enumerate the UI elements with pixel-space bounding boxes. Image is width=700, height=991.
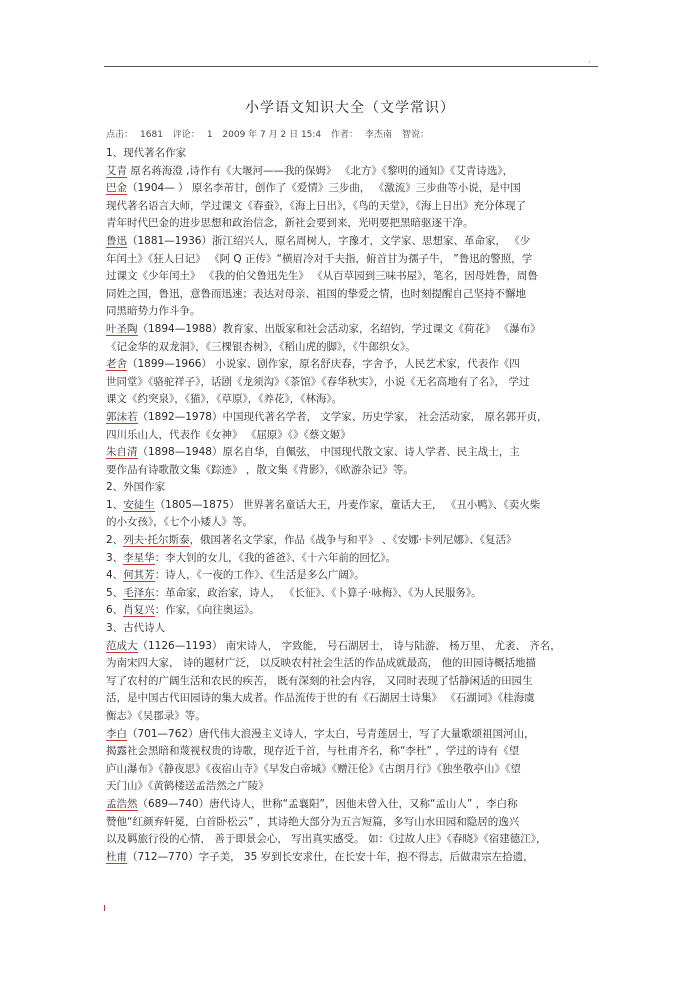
author-name-underlined: 李白 — [106, 727, 127, 740]
comments-count: 1 — [206, 130, 213, 140]
line-text: 天门山》《黄鹤楼送孟浩然之广陵》 — [106, 780, 269, 793]
text-line — [106, 303, 596, 321]
line-text: （1894—1988）教育家、出版家和社会活动家，名绍钧，学过课文《荷花》 《瀑布》 — [137, 322, 541, 335]
text-line — [106, 514, 596, 532]
author-name-underlined: 老舍 — [106, 358, 127, 371]
page-title: 小学语文知识大全（文学常识） — [245, 100, 455, 116]
author-name-underlined: 鲁迅 — [106, 234, 127, 247]
publish-date: 2009 年 7 月 2 日 15:4 — [222, 130, 322, 140]
text-line — [106, 743, 596, 761]
line-text: ：作家，《向往奥运》。 — [154, 604, 260, 617]
item-number: 4、 — [106, 569, 124, 582]
corner-mark: · — [588, 58, 591, 68]
tags-label: 智说： — [401, 130, 429, 140]
text-line — [106, 831, 596, 849]
line-text: 同黑暗势力作斗争。 — [106, 305, 201, 318]
item-number: 5、 — [106, 586, 124, 599]
author-name-underlined: 巴金 — [106, 182, 127, 195]
text-line — [106, 321, 596, 339]
line-text: 青年时代巴金的进步思想和政治信念，新社会要到来，光明要把黑暗驱逐干净。 — [106, 217, 474, 230]
text-line — [106, 339, 596, 357]
line-text: 四川乐山人，代表作《女神》 《屈原》《》《蔡文姬》 — [106, 428, 351, 441]
text-line — [106, 708, 596, 726]
line-text: 的小女孩》，《七个小矮人》等。 — [106, 516, 253, 529]
text-line — [106, 479, 596, 497]
line-text: 活，是中国古代田园诗的集大成者。作品流传于世的有《石湖居士诗集》 《石湖词》《桂海虞 — [106, 692, 535, 705]
text-line — [106, 356, 596, 374]
author-name-underlined: 范成大 — [106, 639, 138, 652]
margin-mark — [104, 905, 109, 911]
author-name-underlined: 郭沫若 — [106, 410, 138, 423]
article-meta — [106, 127, 436, 140]
comments-label: 评论： — [172, 130, 200, 140]
text-line — [106, 567, 596, 585]
text-line — [106, 198, 596, 216]
author-name-underlined: 叶圣陶 — [106, 322, 138, 335]
text-line — [106, 163, 596, 181]
text-line — [106, 145, 596, 163]
line-text: 过课文《少年闰土》 《我的伯父鲁迅先生》 《从百草园到三味书屋》，笔名，因母姓鲁，周鲁 — [106, 270, 538, 283]
line-text: ，俄国著名文学家，作品《战争与和平》 、《安娜·卡列尼娜》、《复活》 — [189, 534, 517, 547]
item-number: 2、 — [106, 534, 124, 547]
text-line — [106, 180, 596, 198]
item-number: 6、 — [106, 604, 124, 617]
text-line — [106, 462, 596, 480]
text-line — [106, 409, 596, 427]
author-name-underlined: 何其芳 — [123, 569, 155, 582]
clicks-label: 点击： — [106, 130, 134, 140]
author-name-underlined: 列夫·托尔斯泰 — [123, 534, 190, 547]
text-line — [106, 251, 596, 269]
line-text: 以及羁旅行役的心情， 善于即景会心， 写出真实感受。 如：《过故人庄》《春晓》《宿建德江》， — [106, 833, 547, 846]
line-text: （689—740）唐代诗人，世称“孟襄阳”，因他未曾入仕，又称“孟山人” ，李白称 — [137, 797, 518, 810]
item-number: 3、 — [106, 551, 124, 564]
line-text: （1899—1966） 小说家、剧作家，原名舒庆春，字舍予，人民艺术家，代表作《四 — [127, 358, 520, 371]
text-line — [106, 655, 596, 673]
text-line — [106, 374, 596, 392]
text-line — [106, 427, 596, 445]
text-line — [106, 778, 596, 796]
clicks-count: 1681 — [140, 130, 163, 140]
text-line — [106, 391, 596, 409]
text-line — [106, 286, 596, 304]
author-name-underlined: 艾青 — [106, 164, 127, 177]
text-line — [106, 726, 596, 744]
text-line — [106, 849, 596, 867]
author-name-underlined: 朱自清 — [106, 446, 138, 459]
line-text: 要作品有诗歌散文集《踪迹》 ，散文集《背影》，《欧游杂记》等。 — [106, 463, 414, 476]
text-line — [106, 268, 596, 286]
line-text: （1898—1948）原名自华，自佩弦， 中国现代散文家、诗人学者、民主战士，主 — [137, 446, 520, 459]
text-line — [106, 638, 596, 656]
line-text: （1904— ） 原名李芾甘，创作了《爱情》三步曲， 《激流》三步曲等小说，是中国 — [127, 182, 521, 195]
line-text: 衡志》《吴郡录》等。 — [106, 710, 206, 722]
line-text: 原名蒋海澄 ,诗作有《大堰河——我的保姆》 《北方》《黎明的通知》《艾青诗选》， — [127, 164, 514, 177]
text-line — [106, 690, 596, 708]
line-text: ：诗人，《一夜的工作》、《生活是多么广阔》。 — [154, 569, 365, 582]
text-line — [106, 215, 596, 233]
header-rule — [104, 66, 598, 67]
line-text: （1126—1193） 南宋诗人， 字致能， 号石湖居士， 诗与陆游、 杨万里、 尤袤、 齐名， — [137, 639, 561, 652]
text-line — [106, 444, 596, 462]
text-line — [106, 761, 596, 779]
line-text: 2、外国作家 — [106, 481, 166, 494]
line-text: ：李大钊的女儿，《我的爸爸》、《十六年前的回忆》。 — [154, 551, 397, 564]
line-text: 庐山瀑布》《静夜思》《夜宿山寺》《早发白帝城》《赠汪伦》《古朗月行》《独坐敬亭山》《望 — [106, 762, 521, 775]
author-name-underlined: 肖复兴 — [123, 604, 155, 617]
author-name-underlined: 李星华 — [123, 551, 155, 564]
line-text: 写了农村的广阔生活和农民的疾苦， 既有深刻的社会内容， 又同时表现了恬静闲适的田园生 — [106, 674, 533, 687]
text-line — [106, 233, 596, 251]
line-text: （1805—1875） 世界著名童话大王，丹麦作家，童话大王， 《丑小鸭》、《卖火柴 — [154, 498, 541, 511]
author-name-underlined: 安徒生 — [123, 498, 155, 511]
item-number: 1、 — [106, 498, 124, 511]
line-text: （712—770）字子美， 35 岁到长安求仕，在长安十年，抱不得志，后做肃宗左拾遗， — [127, 850, 534, 863]
line-text: 世同堂》《骆驼祥子》，话剧《龙须沟》《茶馆》《春华秋实》，小说《无名高地有了名》， 学过 — [106, 375, 530, 388]
text-line — [106, 620, 596, 638]
line-text: 1、现代著名作家 — [106, 147, 187, 159]
text-line — [106, 673, 596, 691]
line-text: （701—762）唐代伟大浪漫主义诗人，字太白，号青莲居士，写了大量歌颂祖国河山， — [127, 727, 535, 740]
line-text: 年闰土》《狂人日记》 《阿 Q 正传》“横眉冷对千夫指，俯首甘为孺子牛， ”鲁迅的警照，学 — [106, 252, 533, 265]
line-text: 现代著名语言大师，学过课文《春蚕》，《海上日出》，《鸟的天堂》，《海上日出》充分体现了 — [106, 199, 526, 212]
author-name-underlined: 孟浩然 — [106, 797, 138, 810]
line-text: 同姓之国，鲁迅，意鲁而迅速；表达对母亲、祖国的挚爱之情，也时刻提醒自己坚持不懈地 — [106, 287, 526, 300]
author-name: 李杰南 — [365, 130, 393, 140]
text-line — [106, 585, 596, 603]
author-name-underlined: 毛泽东 — [123, 586, 155, 599]
line-text: 《记金华的双龙洞》，《三棵银杏树》，《稻山虎的脚》，《牛郎织女》。 — [106, 340, 416, 353]
text-line — [106, 532, 596, 550]
line-text: 揭露社会黑暗和蔑视权贵的诗歌，现存近千首，与杜甫齐名，称“李杜” ，学过的诗有《望 — [106, 745, 520, 758]
author-label: 作者： — [331, 130, 359, 140]
text-line — [106, 550, 596, 568]
text-line — [106, 497, 596, 515]
line-text: （1892—1978）中国现代著名学者， 文学家、历史学家， 社会活动家， 原名郭开贞， — [137, 410, 548, 423]
author-name-underlined: 杜甫 — [106, 850, 127, 863]
text-line — [106, 602, 596, 620]
line-text: （1881—1936）浙江绍兴人，原名周树人，字豫才，文学家、思想家、革命家， 《少 — [127, 234, 531, 247]
line-text: 课文《约突泉》，《猫》，《草原》，《养花》，《林海》。 — [106, 393, 343, 406]
text-line — [106, 814, 596, 832]
line-text: ：革命家，政治家，诗人， 《长征》、《卜算子·咏梅》、《为人民服务》。 — [154, 586, 482, 599]
article-body — [106, 145, 596, 866]
line-text: 为南宋四大家， 诗的题材广泛， 以反映农村社会生活的作品成就最高， 他的田园诗概括地描 — [106, 657, 537, 670]
text-line — [106, 796, 596, 814]
line-text: 3、古代诗人 — [106, 622, 166, 635]
line-text: 赞他“红颜弃轩冕，白首卧松云” ，其诗绝大部分为五言短篇，多写山水田园和隐居的逸兴 — [106, 815, 520, 828]
